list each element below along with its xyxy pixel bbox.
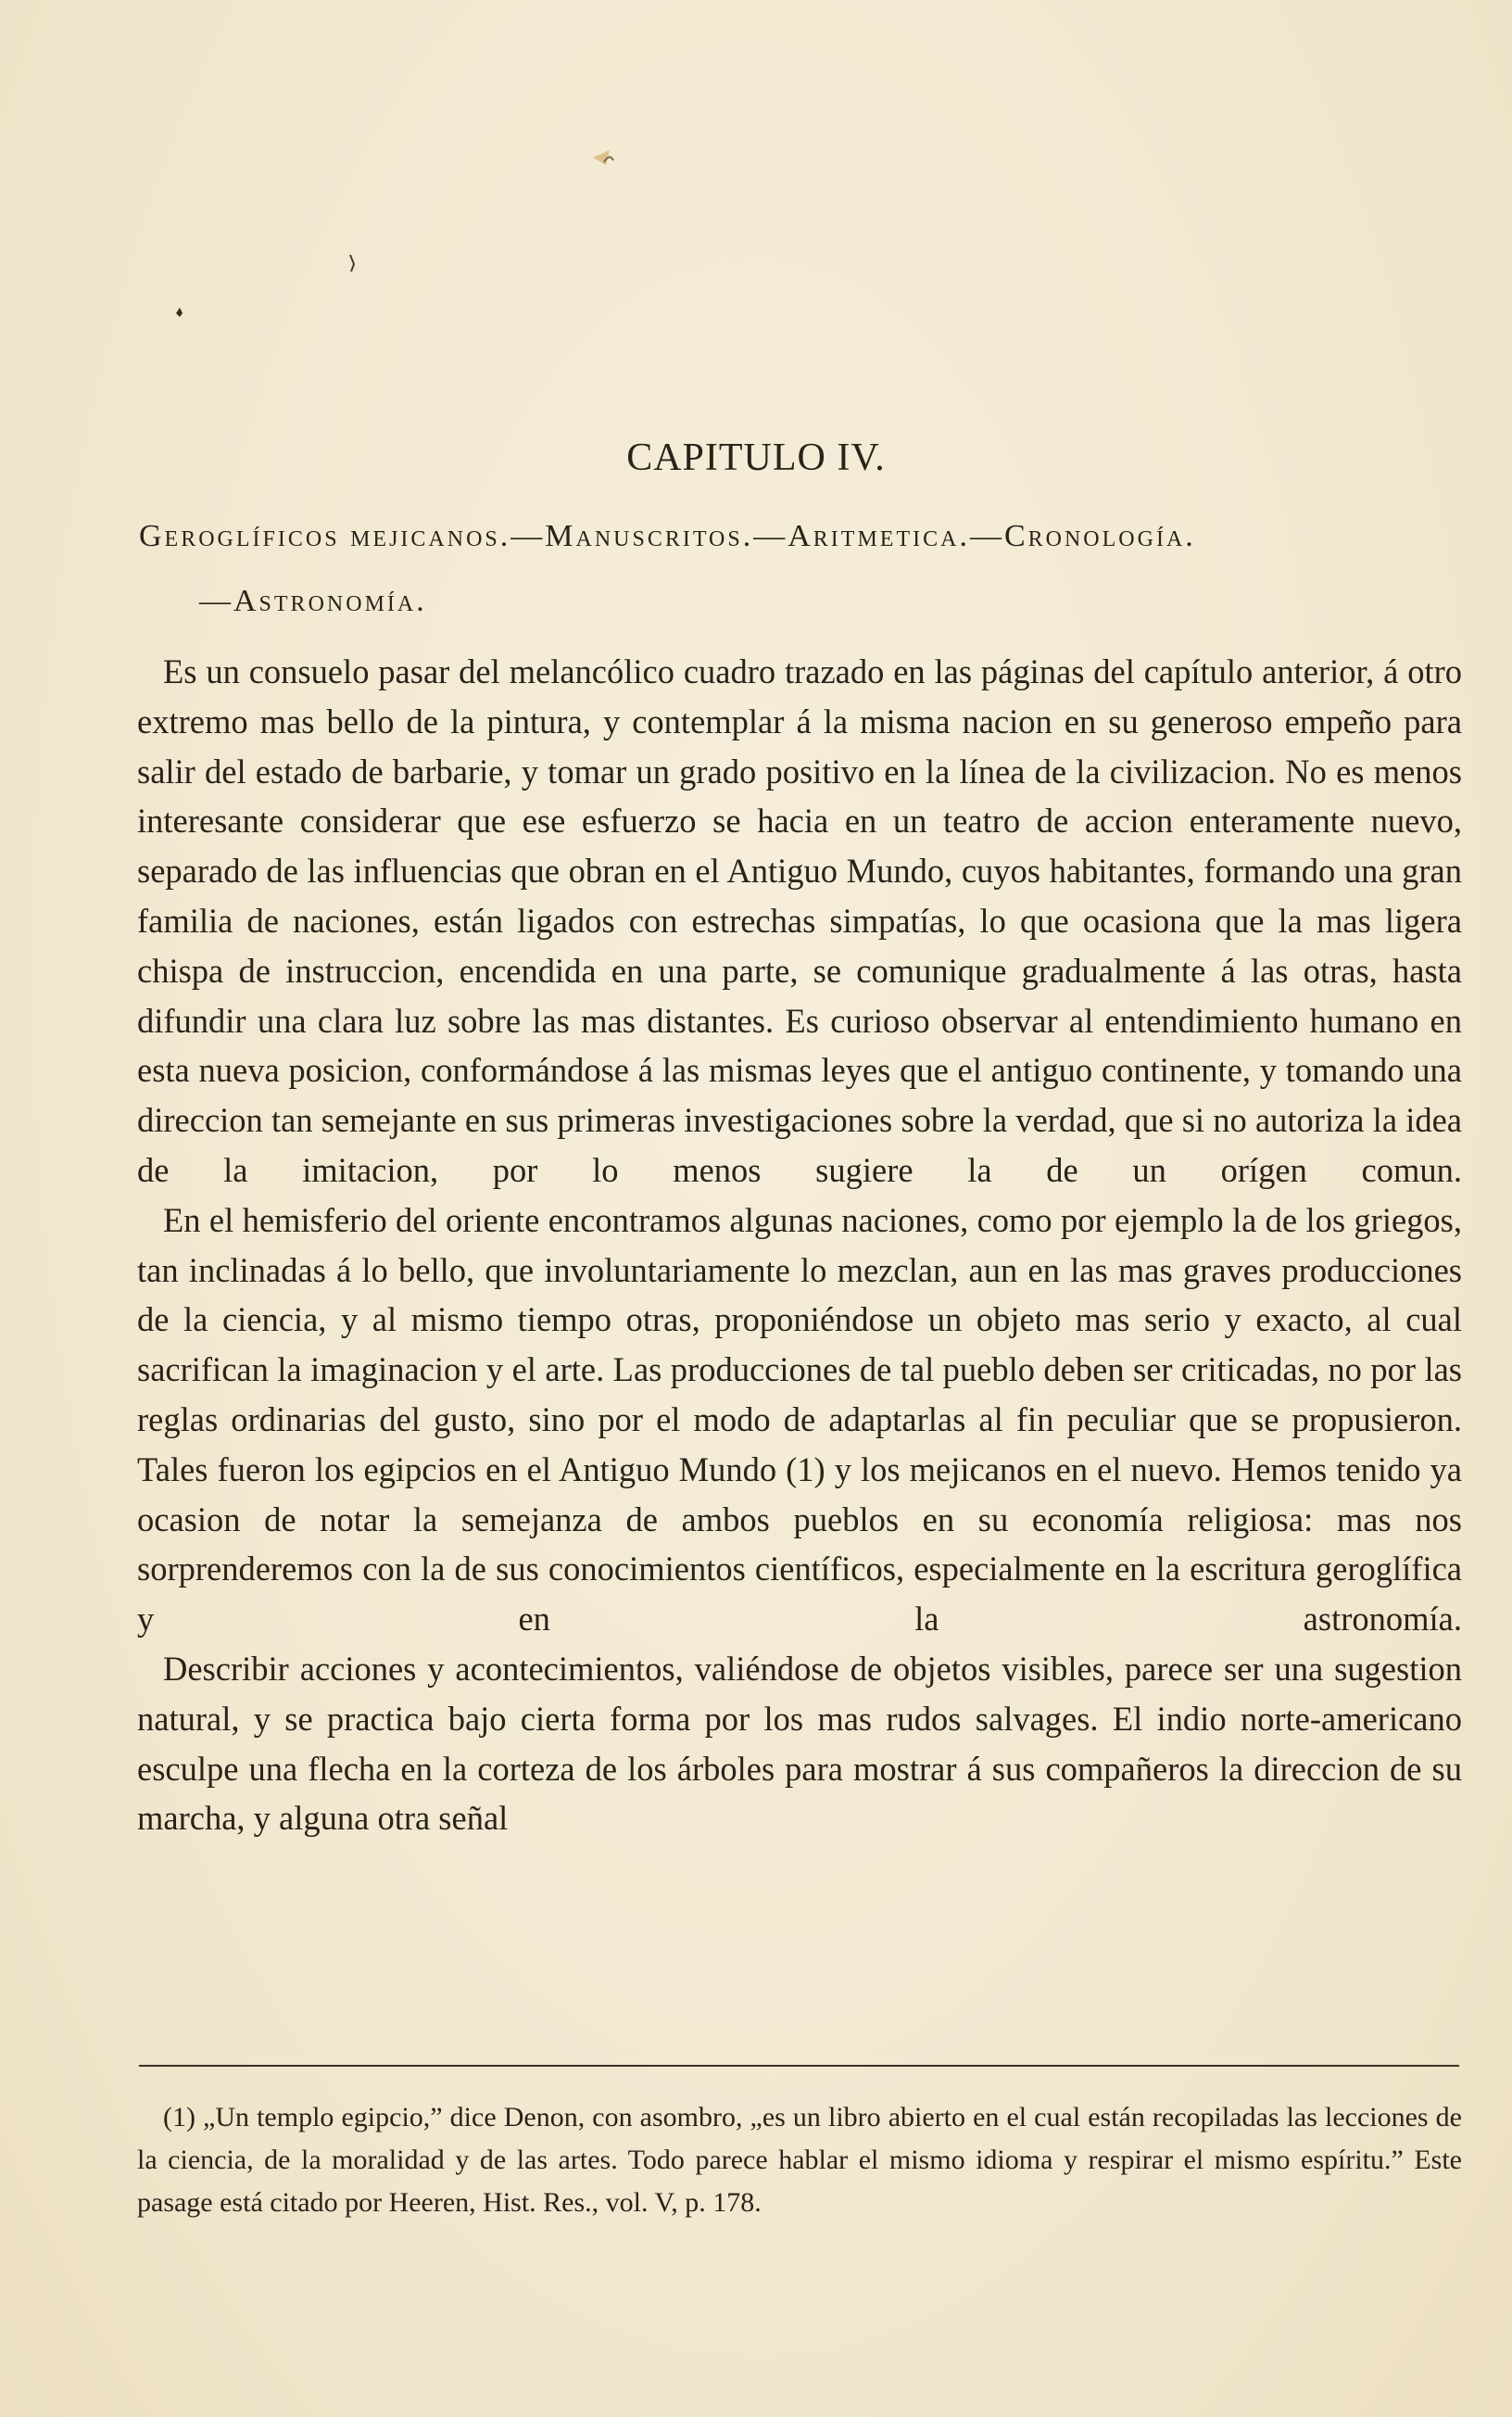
- chapter-subtitle-line-1: Geroglíficos mejicanos.—Manuscritos.—Aritmetica.—Cronología.: [139, 519, 1196, 553]
- paragraph-1: Es un consuelo pasar del melancólico cuadro trazado en las páginas del capítulo anterior, á otro extremo mas bello de la pintura, y contemplar á la misma nacion en su generoso empeño para salir del estado de barbarie, y tomar un grado positivo en la línea de la civilizacion. No es menos interesante considerar que ese esfuerzo se hacia en un teatro de accion enteramente nuevo, separado de las influencias que obran en el Antiguo Mundo, cuyos habitantes, formando una gran familia de naciones, están ligados con estrechas simpatías, lo que ocasiona que la mas ligera chispa de instruccion, encendida en una parte, se comunique gradualmente á las otras, hasta difundir una clara luz sobre las mas distantes. Es curioso observar al entendimiento humano en esta nueva posicion, conformándose á las mismas leyes que el antiguo continente, y tomando una direccion tan semejante en sus primeras investigaciones sobre la verdad, que si no autoriza la idea de la imitacion, por lo menos sugiere la de un orígen comun.: [137, 652, 1462, 1189]
- footnote-divider: [139, 2065, 1459, 2067]
- chapter-title: CAPITULO IV.: [626, 437, 886, 479]
- paragraph-2: En el hemisferio del oriente encontramos algunas naciones, como por ejemplo la de los griegos, tan inclinadas á lo bello, que involuntariamente lo mezclan, aun en las mas graves producciones de la ciencia, y al mismo tiempo otras, proponiéndose un objeto mas serio y exacto, al cual sacrifican la imaginacion y el arte. Las producciones de tal pueblo deben ser criticadas, no por las reglas ordinarias del gusto, sino por el modo de adaptarlas al fin peculiar que se propusieron. Tales fueron los egipcios en el Antiguo Mundo (1) y los mejicanos en el nuevo. Hemos tenido ya ocasion de notar la semejanza de ambos pueblos en su economía religiosa: mas nos sorprenderemos con la de sus conocimientos científicos, especialmente en la escritura geroglífica y en la astronomía.: [137, 1200, 1462, 1639]
- body-text: [137, 647, 1462, 1843]
- footnote: (1) „Un templo egipcio,” dice Denon, con asombro, „es un libro abierto en el cual están recopiladas las lecciones de la ciencia, de la moralidad y de las artes. Todo parece hablar el mismo idioma y respirar el mismo espíritu.” Este pasage está citado por Heeren, Hist. Res., vol. V, p. 178.: [137, 2102, 1462, 2218]
- paragraph-3: Describir acciones y acontecimientos, valiéndose de objetos visibles, parece ser una sugestion natural, y se practica bajo cierta forma por los mas rudos salvages. El indio norte-americano esculpe una flecha en la corteza de los árboles para mostrar á sus compañeros la direccion de su marcha, y alguna otra señal: [137, 1649, 1462, 1838]
- paper-specks: [0, 0, 1512, 371]
- chapter-subtitle-line-2: —Astronomía.: [199, 584, 427, 618]
